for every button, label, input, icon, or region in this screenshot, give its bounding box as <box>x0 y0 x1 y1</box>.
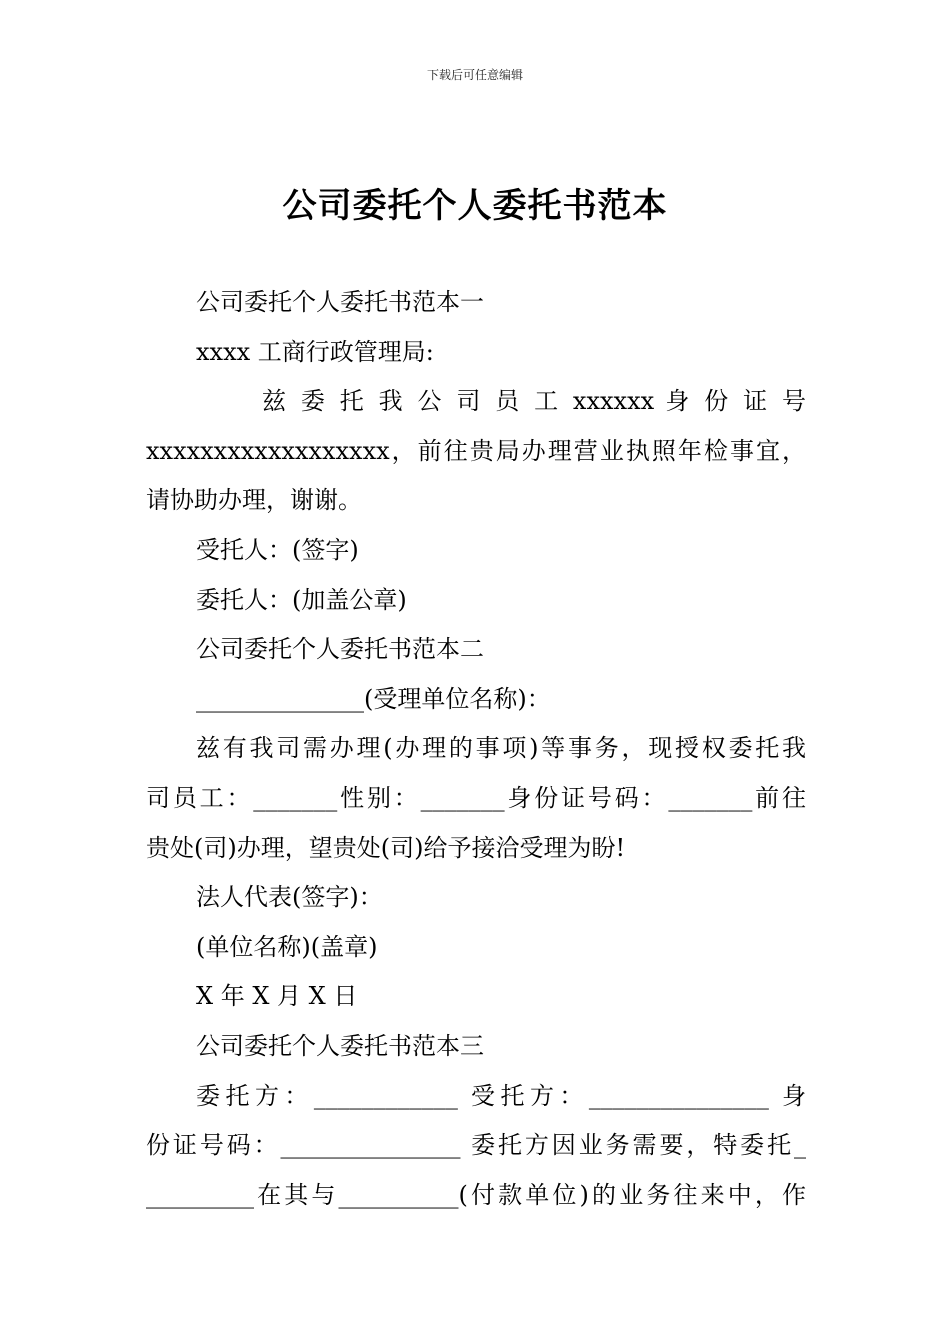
trustee-signature-line: 受托人：(签字) <box>196 535 359 564</box>
body-line: 委托方：____________ 受托方：_______________ 身 <box>196 1081 806 1110</box>
trustor-seal-line: 委托人：(加盖公章) <box>196 585 407 614</box>
date-line: X 年 X 月 X 日 <box>196 982 358 1011</box>
body-line: 贵处(司)办理，望贵处(司)给予接洽受理为盼! <box>146 833 626 862</box>
body-line: 请协助办理，谢谢。 <box>146 486 362 515</box>
unit-seal-line: (单位名称)(盖章) <box>196 932 378 961</box>
body-line: 兹 委 托 我 公 司 员 工 xxxxxx 身 份 证 号 <box>262 387 806 416</box>
header-note: 下载后可任意编辑 <box>426 68 523 82</box>
body-line: xxxxxxxxxxxxxxxxxx，前往贵局办理营业执照年检事宜， <box>146 436 806 465</box>
body-line: 司员工：_______性别：_______身份证号码：_______前往 <box>146 783 806 812</box>
legal-rep-signature-line: 法人代表(签字)： <box>196 883 383 912</box>
recipient-line: ______________(受理单位名称)： <box>196 684 551 713</box>
section-heading-3: 公司委托个人委托书范本三 <box>196 1031 484 1060</box>
document-title: 公司委托个人委托书范本 <box>282 186 668 226</box>
body-line: _________在其与__________(付款单位)的业务往来中，作 <box>146 1180 806 1209</box>
addressee-line: xxxx 工商行政管理局: <box>196 337 434 366</box>
body-line: 份证号码：_______________ 委托方因业务需要，特委托_ <box>146 1131 806 1160</box>
section-heading-1: 公司委托个人委托书范本一 <box>196 288 484 316</box>
section-heading-2: 公司委托个人委托书范本二 <box>196 635 484 664</box>
body-line: 兹有我司需办理(办理的事项)等事务，现授权委托我 <box>196 734 806 763</box>
document-body <box>146 278 806 1220</box>
